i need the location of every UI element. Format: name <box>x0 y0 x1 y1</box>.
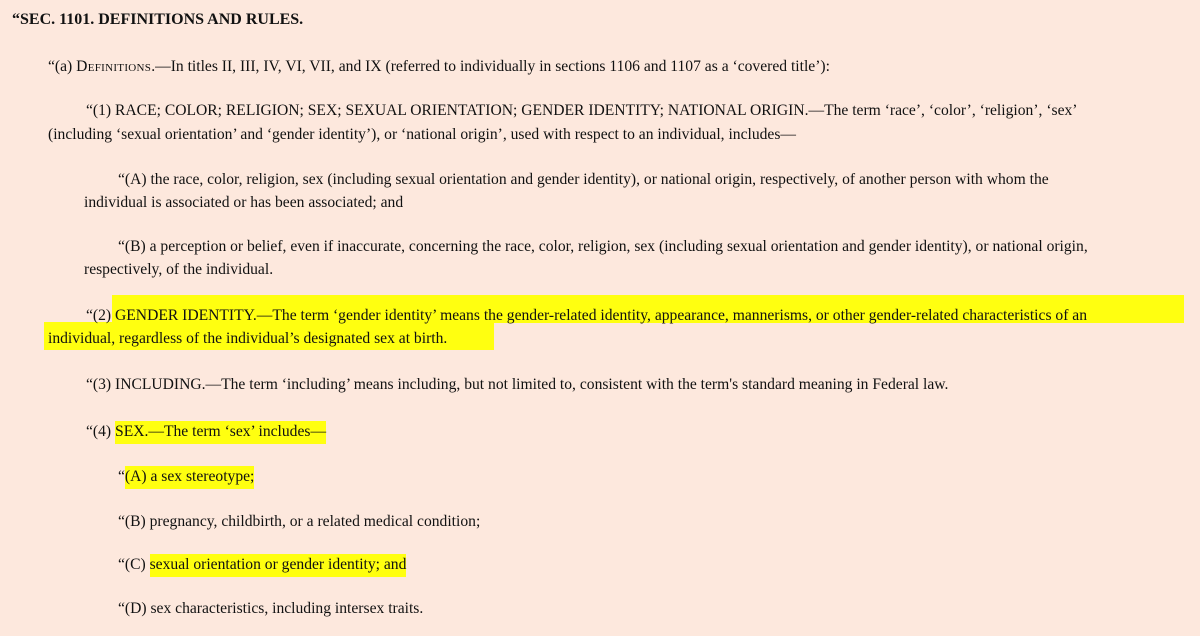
para-4a-highlighted-text: (A) a sex stereotype; <box>125 466 254 489</box>
para-4a <box>118 465 254 488</box>
para-2-line-2: individual, regardless of the individual’s designated sex at birth. <box>48 330 448 347</box>
definitions-heading: Definitions <box>76 58 152 75</box>
para-4c-highlighted-text: sexual orientation or gender identity; and <box>150 554 407 577</box>
para-3: “(3) INCLUDING.—The term ‘including’ means including, but not limited to, consistent with the term's standard meaning in Federal law. <box>86 376 949 393</box>
para-4b: “(B) pregnancy, childbirth, or a related medical condition; <box>118 513 481 530</box>
para-2-prefix: “(2) <box>86 307 116 324</box>
para-4c <box>118 553 406 576</box>
para-1a-line-1: “(A) the race, color, religion, sex (including sexual orientation and gender identity), or national origin, respectively, of another person with whom the <box>118 171 1049 188</box>
para-1-line-2: (including ‘sexual orientation’ and ‘gender identity’), or ‘national origin’, used with respect to an individual, includes— <box>48 126 797 143</box>
para-4d: “(D) sex characteristics, including intersex traits. <box>118 600 424 617</box>
para-1-line-1: “(1) RACE; COLOR; RELIGION; SEX; SEXUAL ORIENTATION; GENDER IDENTITY; NATIONAL ORIGIN.—The term ‘race’, ‘color’, ‘religion’, ‘sex’ <box>86 102 1078 119</box>
para-4a-prefix: “ <box>118 468 125 485</box>
subsection-a-text: .—In titles II, III, IV, VI, VII, and IX (referred to individually in sections 1106 and 1107 as a ‘covered title’): <box>151 58 830 75</box>
para-4 <box>86 420 326 443</box>
para-1b-line-1: “(B) a perception or belief, even if inaccurate, concerning the race, color, religion, sex (including sexual orientation and gender identity), or national origin, <box>118 238 1088 255</box>
para-2-highlighted-text: GENDER IDENTITY.—The term ‘gender identity’ means the gender-related identity, appearance, mannerisms, or other gender-related characteristics of an <box>115 307 1088 324</box>
subsection-a <box>48 55 830 78</box>
section-title: “SEC. 1101. DEFINITIONS AND RULES. <box>12 11 304 28</box>
para-2-line-1 <box>86 304 1087 327</box>
para-1a-line-2: individual is associated or has been associated; and <box>84 194 404 211</box>
para-4-highlighted-text: SEX.—The term ‘sex’ includes— <box>115 421 326 444</box>
para-4c-prefix: “(C) <box>118 556 150 573</box>
subsection-a-prefix: “(a) <box>48 58 77 75</box>
para-4-prefix: “(4) <box>86 423 116 440</box>
para-1b-line-2: respectively, of the individual. <box>84 261 274 278</box>
